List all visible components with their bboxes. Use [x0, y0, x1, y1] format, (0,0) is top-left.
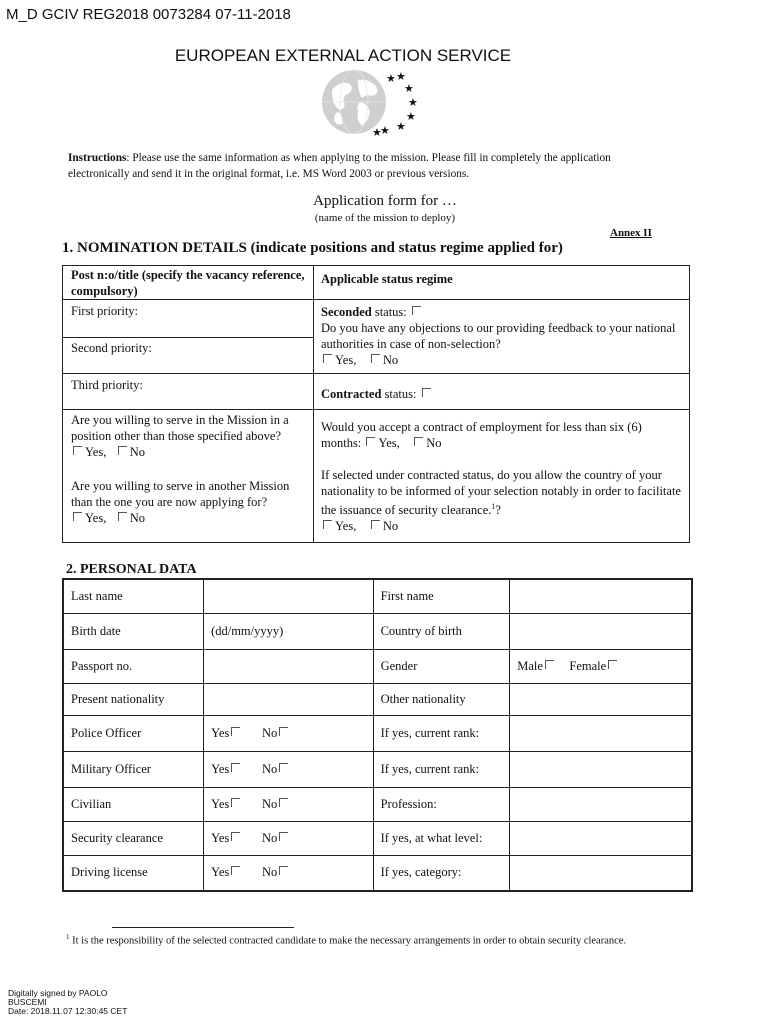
col-status-header: Applicable status regime: [321, 272, 453, 286]
military-yes-label: Yes: [211, 761, 230, 776]
seconded-no-label: No: [382, 353, 399, 367]
signature-line-2: BUSCEMI: [8, 997, 47, 1007]
seconded-label: Seconded: [321, 305, 372, 319]
seconded-yes-label: Yes,: [335, 353, 357, 367]
agency-title: EUROPEAN EXTERNAL ACTION SERVICE: [174, 46, 512, 65]
contracted-block: [321, 386, 434, 402]
nomination-table: [62, 265, 690, 543]
birth-date-label: Birth date: [63, 613, 204, 649]
police-yes-checkbox[interactable]: [231, 727, 240, 736]
document-reference: M_D GCIV REG2018 0073284 07-11-2018: [6, 6, 291, 23]
clearance-yes-label: Yes: [211, 830, 230, 845]
male-label: Male: [517, 658, 543, 673]
section2-title: 2. PERSONAL DATA: [66, 562, 197, 577]
passport-label: Passport no.: [63, 649, 204, 683]
signature-line-1: Digitally signed by PAOLO: [8, 988, 108, 998]
security-consent-yes-checkbox[interactable]: [323, 520, 332, 529]
first-name-input[interactable]: [510, 579, 692, 613]
profession-input[interactable]: [510, 787, 692, 821]
other-nationality-input[interactable]: [510, 683, 692, 715]
seconded-status-label: status:: [371, 305, 407, 319]
footnote: [66, 933, 626, 947]
third-priority-field[interactable]: Third priority:: [71, 378, 143, 392]
other-nationality-label: Other nationality: [373, 683, 510, 715]
seconded-block: [321, 304, 685, 368]
other-mission-yes-label: Yes,: [85, 511, 107, 525]
second-priority-field[interactable]: Second priority:: [71, 341, 152, 355]
police-no-checkbox[interactable]: [279, 727, 288, 736]
military-yes-checkbox[interactable]: [231, 763, 240, 772]
clearance-level-input[interactable]: [510, 821, 692, 855]
other-position-no-checkbox[interactable]: [118, 446, 127, 455]
other-position-yes-checkbox[interactable]: [73, 446, 82, 455]
clearance-no-label: No: [262, 830, 278, 845]
police-yes-label: Yes: [211, 725, 230, 740]
other-position-block: [71, 412, 309, 460]
other-mission-no-label: No: [129, 511, 145, 525]
country-of-birth-input[interactable]: [510, 613, 692, 649]
annex-label: Annex II: [610, 227, 652, 239]
instructions-label: Instructions: [68, 152, 127, 164]
civilian-yes-label: Yes: [211, 796, 230, 811]
security-clearance-label: Security clearance: [63, 821, 204, 855]
military-officer-label: Military Officer: [63, 751, 204, 787]
signature-line-3: Date: 2018.11.07 12:30:45 CET: [8, 1006, 128, 1016]
short-contract-yes-label: Yes,: [378, 436, 400, 450]
police-officer-label: Police Officer: [63, 715, 204, 751]
short-contract-question: Would you accept a contract of employment for less than six (6) months:: [321, 420, 642, 450]
svg-text:★: ★: [386, 72, 396, 85]
security-clearance-options: [204, 821, 374, 855]
footnote-divider: [112, 927, 294, 928]
personal-data-table: [62, 578, 693, 892]
other-position-question: Are you willing to serve in the Mission in a position other than those specified above?: [71, 413, 289, 443]
driving-license-options: [204, 855, 374, 891]
short-contract-no-checkbox[interactable]: [414, 437, 423, 446]
col-post-header: Post n:o/title (specify the vacancy reference, compulsory): [71, 268, 305, 298]
svg-text:★: ★: [372, 126, 382, 139]
section1-title: 1. NOMINATION DETAILS (indicate positions and status regime applied for): [62, 240, 563, 256]
security-consent-block: [321, 467, 687, 534]
license-category-label: If yes, category:: [373, 855, 510, 891]
svg-text:★: ★: [396, 70, 406, 83]
birth-date-input[interactable]: (dd/mm/yyyy): [204, 613, 374, 649]
security-consent-no-checkbox[interactable]: [371, 520, 380, 529]
svg-text:★: ★: [406, 110, 416, 123]
last-name-input[interactable]: [204, 579, 374, 613]
short-contract-yes-checkbox[interactable]: [366, 437, 375, 446]
military-rank-input[interactable]: [510, 751, 692, 787]
present-nationality-label: Present nationality: [63, 683, 204, 715]
security-consent-no-label: No: [382, 519, 399, 534]
other-mission-no-checkbox[interactable]: [118, 512, 127, 521]
civilian-no-label: No: [262, 796, 278, 811]
license-no-checkbox[interactable]: [279, 866, 288, 875]
license-no-label: No: [262, 865, 278, 880]
clearance-no-checkbox[interactable]: [279, 832, 288, 841]
military-officer-options: [204, 751, 374, 787]
footnote-number: 1: [66, 933, 70, 941]
present-nationality-input[interactable]: [204, 683, 374, 715]
last-name-label: Last name: [63, 579, 204, 613]
military-no-checkbox[interactable]: [279, 763, 288, 772]
other-mission-yes-checkbox[interactable]: [73, 512, 82, 521]
license-yes-label: Yes: [211, 865, 230, 880]
seconded-no-checkbox[interactable]: [371, 354, 380, 363]
contracted-status-label: status:: [381, 387, 417, 401]
civilian-label: Civilian: [63, 787, 204, 821]
instructions-text: : Please use the same information as when applying to the mission. Please fill in completely the application electronically and send it in the original format, i.e. MS Word 2003 or previous versions.: [68, 152, 611, 180]
svg-text:★: ★: [380, 124, 390, 137]
other-mission-block: [71, 478, 309, 526]
country-of-birth-label: Country of birth: [373, 613, 510, 649]
form-subtitle: (name of the mission to deploy): [314, 212, 456, 224]
contracted-checkbox[interactable]: [422, 388, 431, 397]
seconded-checkbox[interactable]: [412, 306, 421, 315]
profession-label: Profession:: [373, 787, 510, 821]
instructions: [68, 150, 668, 182]
gender-label: Gender: [373, 649, 510, 683]
military-rank-label: If yes, current rank:: [373, 751, 510, 787]
gender-options: [510, 649, 692, 683]
license-category-input[interactable]: [510, 855, 692, 891]
svg-text:★: ★: [396, 120, 406, 133]
police-rank-input[interactable]: [510, 715, 692, 751]
other-position-no-label: No: [129, 445, 145, 459]
first-name-label: First name: [373, 579, 510, 613]
contracted-label: Contracted: [321, 387, 382, 401]
footnote-text: It is the responsibility of the selected contracted candidate to make the necessary arrangements in order to obtain security clearance.: [69, 935, 627, 947]
short-contract-block: [321, 419, 685, 451]
civilian-options: [204, 787, 374, 821]
form-title: Application form for …: [313, 193, 457, 209]
driving-license-label: Driving license: [63, 855, 204, 891]
other-mission-question: Are you willing to serve in another Mission than the one you are now applying for?: [71, 479, 290, 509]
clearance-level-label: If yes, at what level:: [373, 821, 510, 855]
civilian-no-checkbox[interactable]: [279, 798, 288, 807]
other-position-yes-label: Yes,: [85, 445, 107, 459]
svg-text:★: ★: [404, 82, 414, 95]
female-label: Female: [569, 658, 607, 673]
clearance-yes-checkbox[interactable]: [231, 832, 240, 841]
military-no-label: No: [262, 761, 278, 776]
digital-signature: [8, 989, 127, 1016]
civilian-yes-checkbox[interactable]: [231, 798, 240, 807]
security-consent-yes-label: Yes,: [335, 519, 357, 534]
police-rank-label: If yes, current rank:: [373, 715, 510, 751]
first-priority-field[interactable]: First priority:: [71, 304, 139, 318]
short-contract-no-label: No: [426, 436, 442, 450]
security-consent-question-end: ?: [495, 503, 501, 518]
seconded-yes-checkbox[interactable]: [323, 354, 332, 363]
eeas-globe-stars-logo-icon: [318, 68, 418, 140]
seconded-question: Do you have any objections to our providing feedback to your national authorities in case of non-selection?: [321, 321, 676, 351]
svg-text:★: ★: [408, 96, 418, 109]
police-no-label: No: [262, 725, 278, 740]
female-checkbox[interactable]: [608, 660, 617, 669]
police-officer-options: [204, 715, 374, 751]
license-yes-checkbox[interactable]: [231, 866, 240, 875]
security-consent-question: If selected under contracted status, do you allow the country of your nationality to be informed of your selection notably in order to facilitate the issuance of security clearance.: [321, 468, 681, 518]
male-checkbox[interactable]: [545, 660, 554, 669]
footnote-ref: 1: [491, 502, 496, 511]
passport-input[interactable]: [204, 649, 374, 683]
